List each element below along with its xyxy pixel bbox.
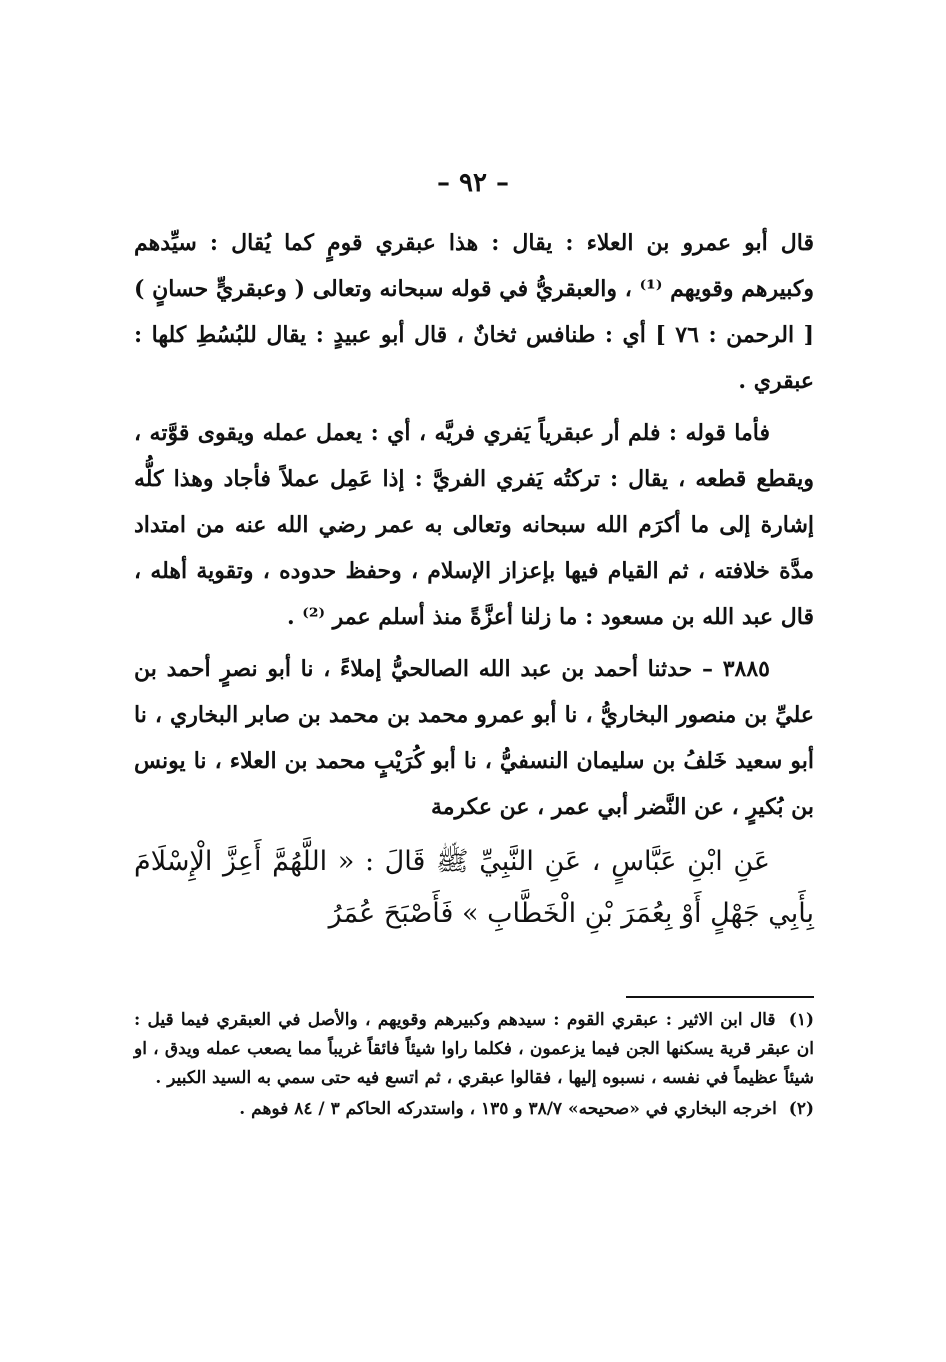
footnote-1	[134, 1006, 814, 1093]
footnote-number: (٢)	[788, 1099, 814, 1119]
paragraph-2: فأما قوله : فلم أر عبقرياً يَفري فريَّه ، أي : يعمل عمله ويقوى قوَّته ، ويقطع قطعه ، يقال : تركتُه يَفري الفريَّ : إذا عَمِل عملاً فأجاد وهذا كلُّه إشارة إلى ما أكرَم الله سبحانه وتعالى به عمر رضي الله عنه من امتداد مدَّة خلافته ، ثم القيام فيها بإعزاز الإسلام ، وحفظ حدوده ، وتقوية أهله ، قال عبد الله بن مسعود : ما زلنا أعزَّةً منذ أسلم عمر ⁽²⁾ .	[134, 420, 814, 630]
paragraph-1: قال أبو عمرو بن العلاء : يقال : هذا عبقري قومٍ كما يُقال : سيِّدهم وكبيرهم وقويهم ⁽¹⁾ ، والعبقريُّ في قوله سبحانه وتعالى ( وعبقريٍّ حسانٍ ) [ الرحمن : ٧٦ ] أي : طنافس ثخانٌ ، قال أبو عبيدٍ : يقال للبُسُطِ كلها : عبقري .	[134, 230, 814, 394]
page-number: – ٩٢ –	[436, 168, 510, 198]
footnote-text: قال ابن الاثير : عبقري القوم : سيدهم وكبيرهم وقويهم ، والأصل في العبقري فيما قيل : ان عبقر قرية يسكنها الجن فيما يزعمون ، فكلما راوا شيئاً فائقاً غريباً مما يصعب عمله ويدق ، او شيئاً عظيماً في نفسه ، نسبوه إليها ، فقالوا عبقري ، ثم اتسع فيه حتى سمي به السيد الكبير .	[134, 1010, 814, 1088]
footnote-text: اخرجه البخاري في «صحيحه» ٣٨/٧ و ١٣٥ ، واستدركه الحاكم ٣ / ٨٤ فوهم .	[239, 1099, 777, 1119]
paragraph-3: ٣٨٨٥ – حدثنا أحمد بن عبد الله الصالحيُّ إملاءً ، نا أبو نصرٍ أحمد بن عليِّ بن منصور البخاريُّ ، نا أبو عمرو محمد بن محمد بن صابر البخاري ، نا أبو سعيد خَلفُ بن سليمان النسفيُّ ، نا أبو كُرَيْبٍ محمد بن العلاء ، نا يونس بن بُكيرٍ ، عن النَّضر أبي عمر ، عن عكرمة	[134, 656, 814, 820]
main-text	[134, 220, 814, 967]
footnote-2	[134, 1095, 814, 1124]
footnote-number: (١)	[788, 1010, 814, 1030]
footnote-divider	[626, 996, 814, 998]
hadith-text: عَنِ ابْنِ عَبَّاسٍ ، عَنِ النَّبِيِّ ﷺ قَالَ : « اللَّهُمَّ أَعِزَّ الْإِسْلَامَ بِأَبِي جَهْلٍ أَوْ بِعُمَرَ بْنِ الْخَطَّابِ » فَأَصْبَحَ عُمَرُ	[134, 846, 814, 929]
footnotes	[134, 1006, 814, 1126]
